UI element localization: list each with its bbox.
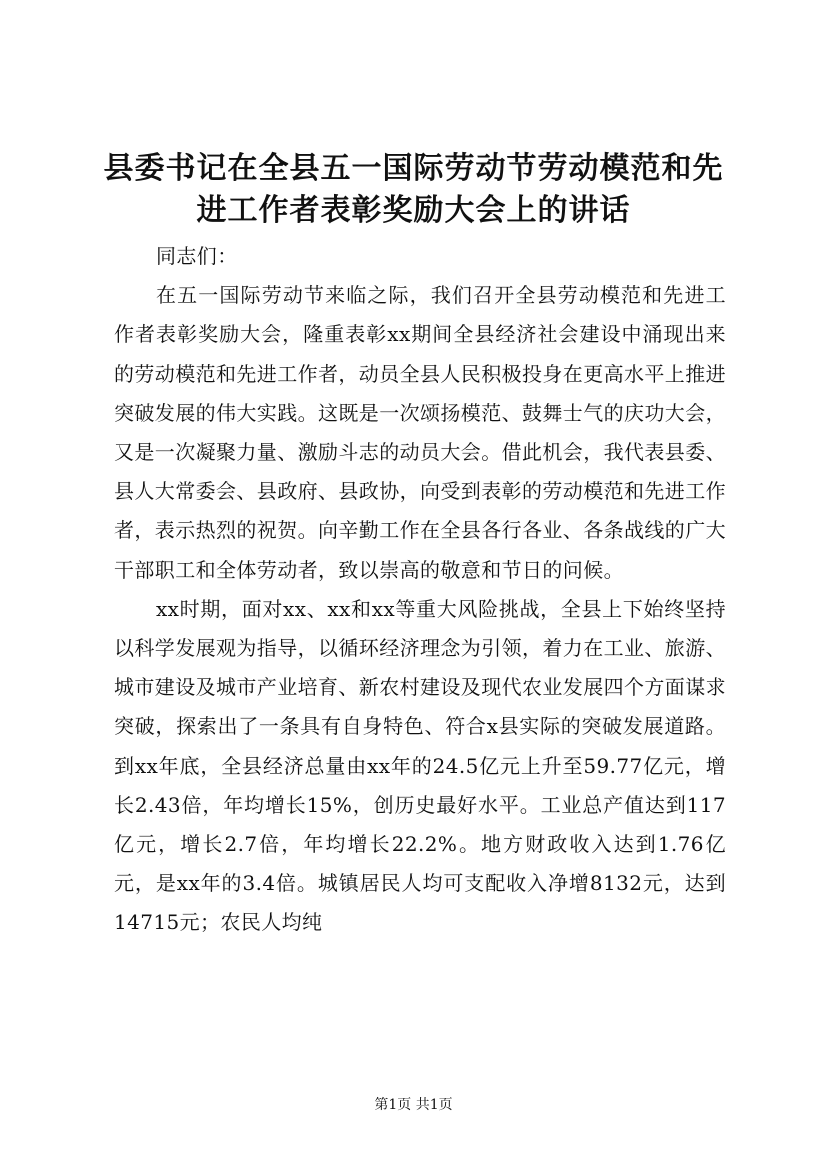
salutation: 同志们：	[156, 244, 238, 268]
document-title	[60, 148, 767, 232]
title-line-1: 县委书记在全县五一国际劳动节劳动模范和先	[103, 151, 724, 186]
paragraph-1: 在五一国际劳动节来临之际，我们召开全县劳动模范和先进工作者表彰奖励大会，隆重表彰xx期间全县经济社会建设中涌现出来的劳动模范和先进工作者，动员全县人民积极投身在更高水平上推进突破发展的伟大实践。这既是一次颂扬模范、鼓舞士气的庆功大会，又是一次凝聚力量、激励斗志的动员大会。借此机会，我代表县委、县人大常委会、县政府、县政协，向受到表彰的劳动模范和先进工作者，表示热烈的祝贺。向辛勤工作在全县各行各业、各条战线的广大干部职工和全体劳动者，致以崇高的敬意和节日的问候。	[114, 283, 726, 582]
paragraph-2: xx时期，面对xx、xx和xx等重大风险挑战，全县上下始终坚持以科学发展观为指导，以循环经济理念为引领，着力在工业、旅游、城市建设及城市产业培育、新农村建设及现代农业发展四个方面谋求突破，探索出了一条具有自身特色、符合x县实际的突破发展道路。到xx年底，全县经济总量由xx年的24.5亿元上升至59.77亿元，增长2.43倍，年均增长15%，创历史最好水平。工业总产值达到117亿元，增长2.7倍，年均增长22.2%。地方财政收入达到1.76亿元，是xx年的3.4倍。城镇居民人均可支配收入净增8132元，达到14715元；农民人均纯	[114, 596, 726, 935]
document-body	[114, 237, 726, 943]
title-line-2: 进工作者表彰奖励大会上的讲话	[196, 193, 631, 228]
page-footer	[0, 1094, 827, 1114]
page-number: 第1页 共1页	[374, 1097, 453, 1113]
